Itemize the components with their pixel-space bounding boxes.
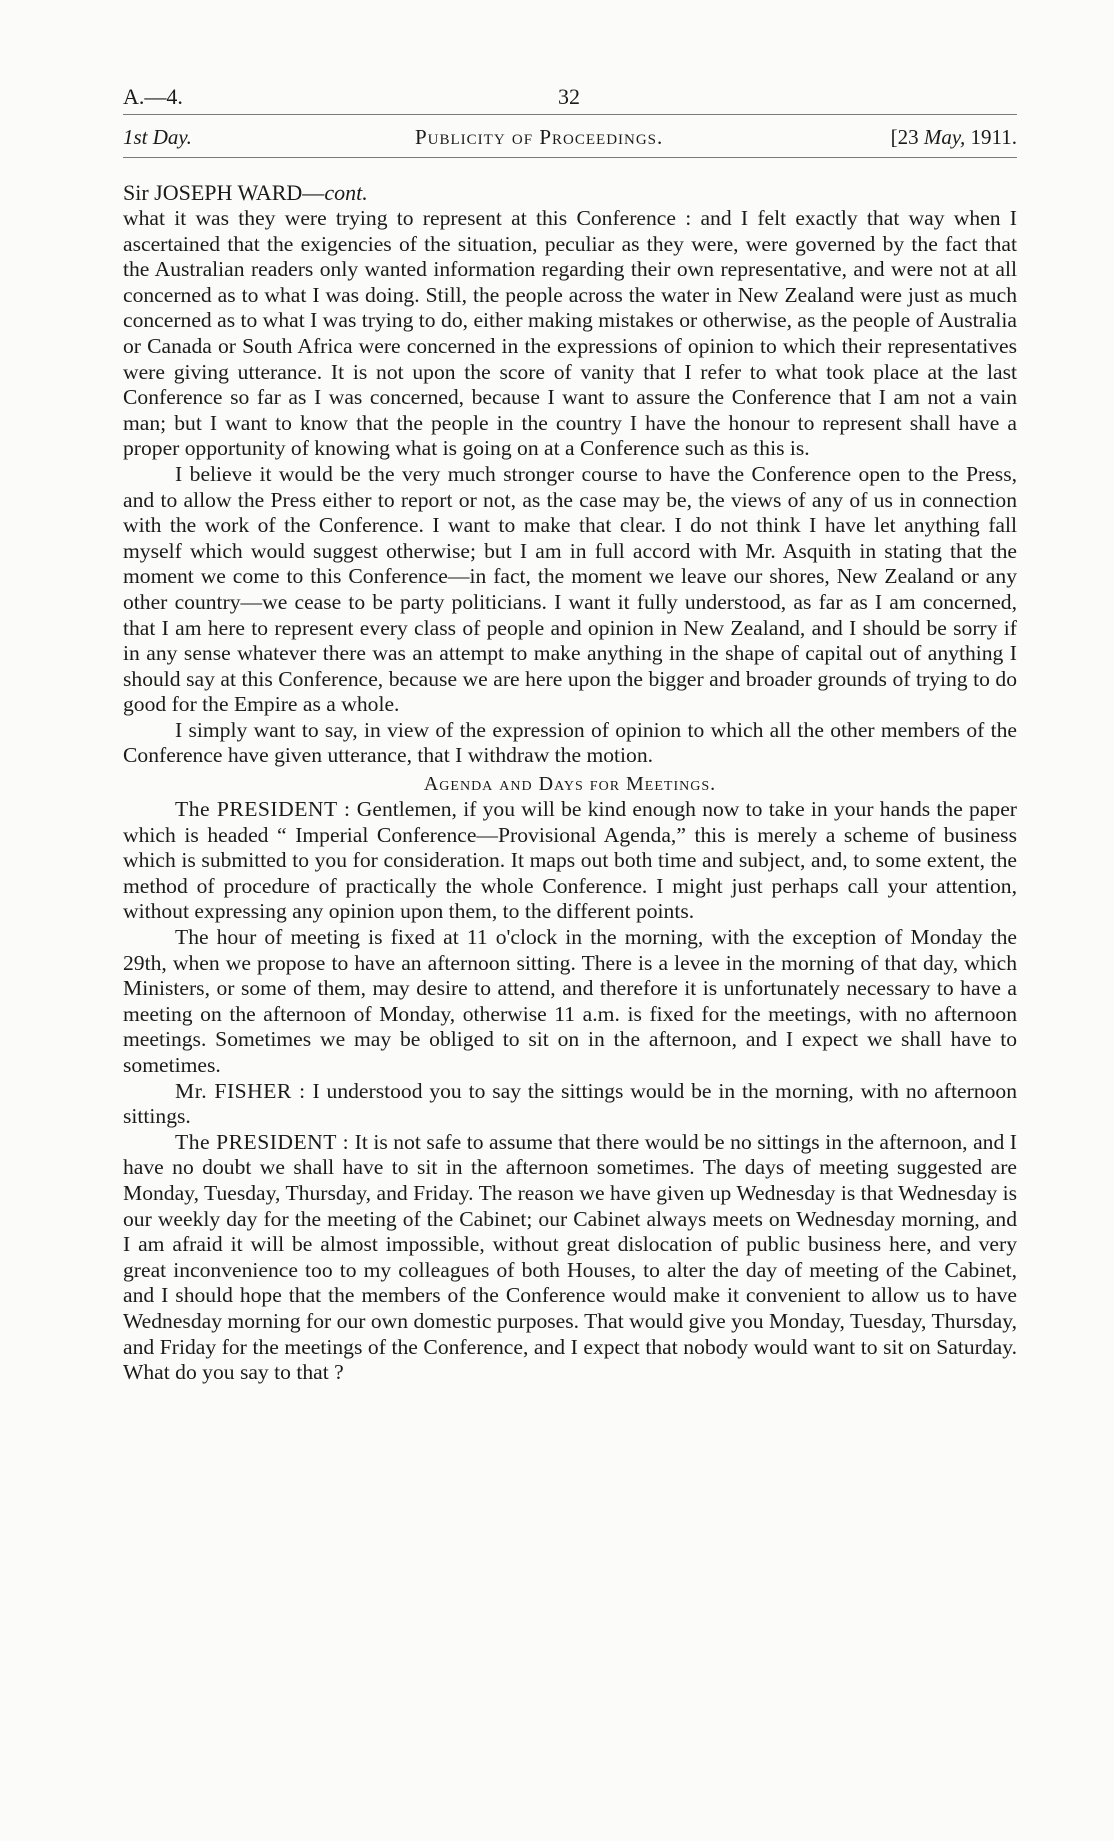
header-rule-bottom (123, 157, 1017, 158)
paragraph (123, 462, 1017, 718)
paragraph-text: The hour of meeting is fixed at 11 o'clock in the morning, with the exception of Monday the 29th, when we propose to have an afternoon sitting. There is a levee in the morning of that day, which Ministers, or some of them, may desire to attend, and therefore it is unfortunately necessary to have a meeting on the afternoon of Monday, otherwise 11 a.m. is fixed for the meetings, with no afternoon meetings. Sometimes we may be obliged to sit on in the afternoon, and I expect we shall have to sometimes. (123, 925, 1017, 1077)
running-head-date (891, 125, 1017, 150)
document-reference: A.—4. (123, 84, 183, 109)
running-head-section: Publicity of Proceedings. (415, 125, 664, 149)
speaker-continued-heading (123, 180, 1017, 206)
paragraph-text: what it was they were trying to represent at this Conference : and I felt exactly that way when I ascertained that the exigencies of the situation, peculiar as they were, were governed by the fact that the Australian readers only wanted information regarding their own representative, and were not at all concerned as to what I was doing. Still, the people across the water in New Zealand were just as much concerned as to what I was trying to do, either making mistakes or otherwise, as the people of Australia or Canada or South Africa were concerned in the expressions of opinion to which their representatives were giving utterance. It is not upon the score of vanity that I refer to what took place at the last Conference so far as I was concerned, because I want to assure the Conference that I am not a vain man; but I want to know that the people in the country I have the honour to represent shall have a proper opportunity of knowing what is going on at a Conference such as this is. (123, 206, 1017, 461)
speaker-label: The PRESIDENT : (175, 797, 351, 822)
date-year: 1911. (965, 125, 1017, 149)
speaker-label: Mr. FISHER : (175, 1078, 306, 1103)
paragraph (123, 718, 1017, 769)
paragraph-text: I believe it would be the very much stronger course to have the Conference open to the Press, and to allow the Press either to report or not, as the case may be, the views of any of us in connection with the work of the Conference. I want to make that clear. I do not think I have let anything fall myself which would suggest otherwise; but I am in full accord with Mr. Asquith in stating that the moment we come to this Conference—in fact, the moment we leave our shores, New Zealand or any other country—we cease to be party politicians. I want it fully understood, as far as I am concerned, that I am here to represent every class of people and opinion in New Zealand, and I should be sorry if in any sense whatever there was an attempt to make anything in the shape of capital out of anything I should say at this Conference, because we are here upon the bigger and broader grounds of trying to do good for the Empire as a whole. (123, 461, 1017, 717)
document-page (123, 80, 1017, 1386)
paragraph (123, 925, 1017, 1079)
speaker-label: The PRESIDENT : (175, 1129, 350, 1154)
section-title: Agenda and Days for Meetings. (423, 773, 717, 796)
speaker-cont: cont. (324, 180, 368, 205)
date-month: May, (923, 125, 966, 149)
paragraph-text: Gentlemen, if you will be kind enough now to take in your hands the paper which is headed “ Imperial Conference—Provisional Agenda,” this is merely a scheme of business which is submitted to you for consideration. It maps out both time and subject, and, to some extent, the method of procedure of practically the whole Conference. I might just perhaps call your attention, without expressing any opinion upon them, to the different points. (123, 797, 1017, 924)
date-prefix: [23 (890, 125, 924, 149)
running-head-day: 1st Day. (123, 125, 192, 149)
paragraph (123, 1079, 1017, 1130)
page-number: 32 (558, 84, 580, 109)
paragraph-text: I simply want to say, in view of the expression of opinion to which all the other members of the Conference have given utterance, that I withdraw the motion. (123, 717, 1017, 768)
page-header (123, 80, 1017, 114)
speaker-name: Sir JOSEPH WARD— (123, 180, 325, 205)
paragraph (123, 797, 1017, 925)
running-head (123, 115, 1017, 157)
paragraph-text: I understood you to say the sittings would be in the morning, with no afternoon sittings. (123, 1078, 1017, 1129)
paragraph (123, 206, 1017, 462)
body-text (123, 206, 1017, 1386)
paragraph (123, 1130, 1017, 1386)
paragraph-text: It is not safe to assume that there would be no sittings in the afternoon, and I have no doubt we shall have to sit in the afternoon sometimes. The days of meeting suggested are Monday, Tuesday, Thursday, and Friday. The reason we have given up Wednesday is that Wednesday is our weekly day for the meeting of the Cabinet; our Cabinet always meets on Wednesday morning, and I am afraid it will be almost impossible, without great dislocation of public business here, and very great inconvenience too to my colleagues of both Houses, to alter the day of meeting of the Cabinet, and I should hope that the members of the Conference would make it convenient to allow us to have Wednesday morning for our own domestic purposes. That would give you Monday, Tuesday, Thursday, and Friday for the meetings of the Conference, and I expect that nobody would want to sit on Saturday. What do you say to that ? (123, 1129, 1017, 1385)
